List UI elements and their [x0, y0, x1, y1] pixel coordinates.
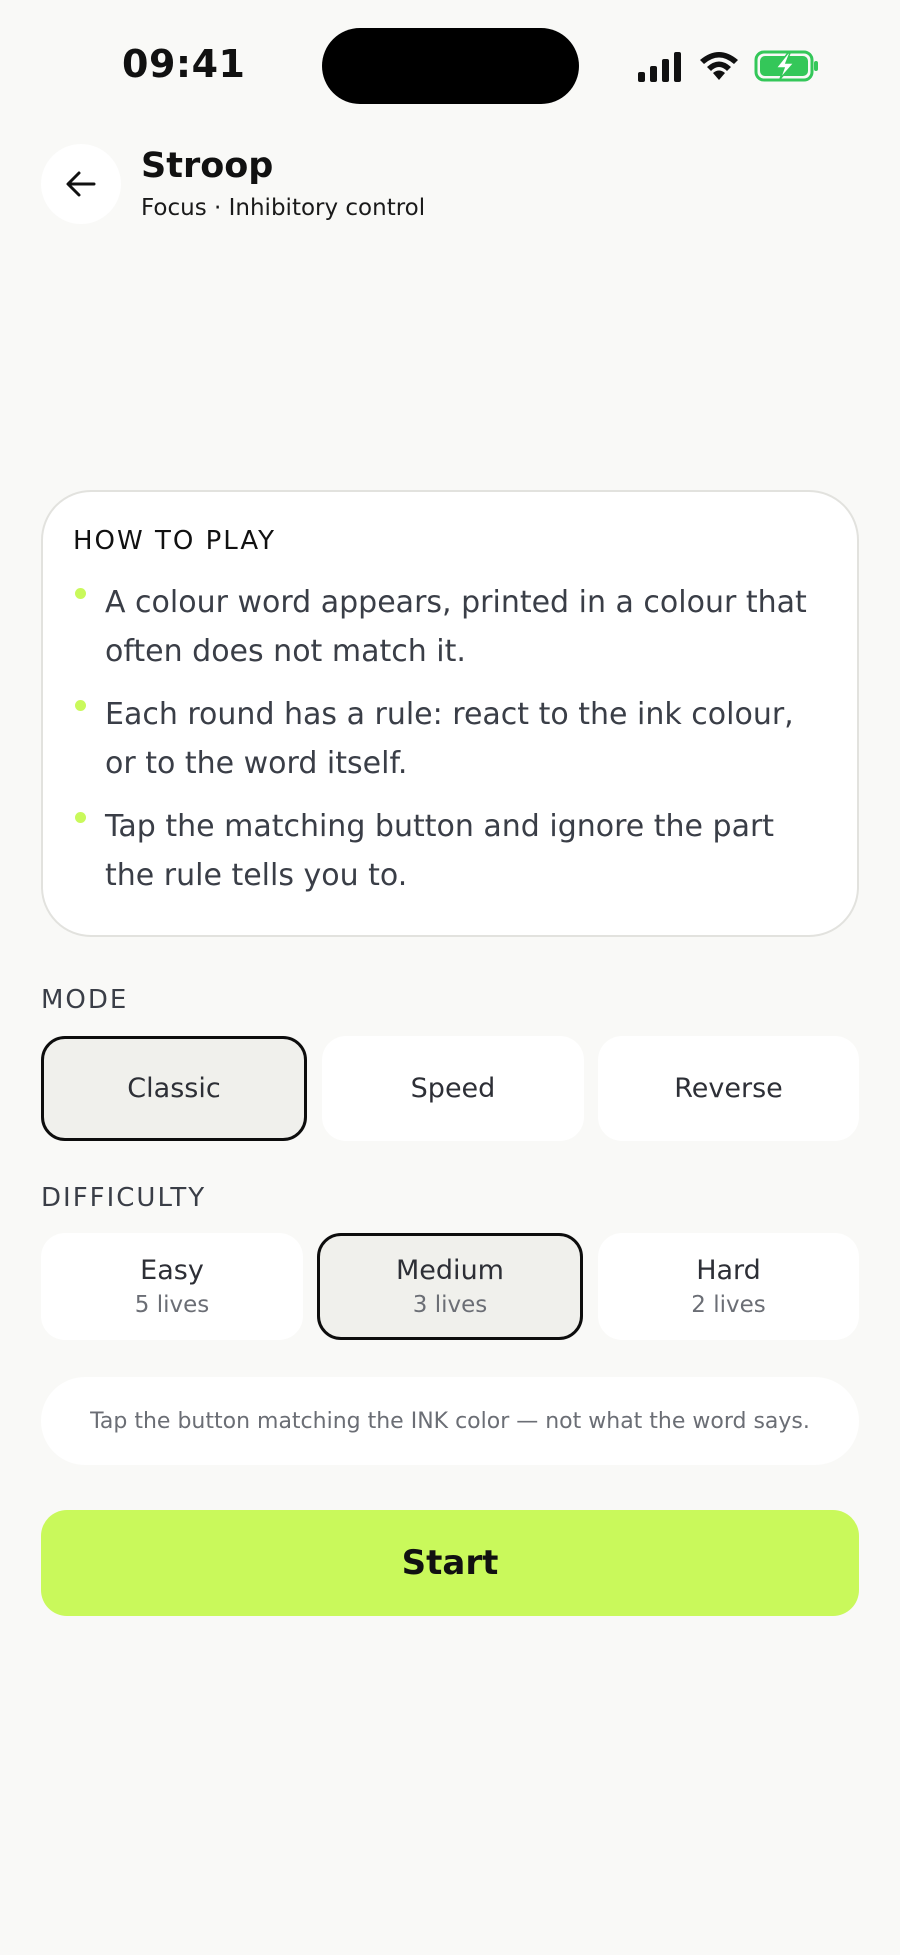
- mode-option-speed[interactable]: [322, 1036, 584, 1141]
- mode-option-reverse[interactable]: [598, 1036, 859, 1141]
- difficulty-option-label: Medium: [396, 1255, 504, 1286]
- status-bar: [0, 0, 900, 130]
- back-button[interactable]: [41, 144, 121, 224]
- rule-item: [73, 802, 829, 900]
- start-button[interactable]: Start: [41, 1510, 859, 1616]
- difficulty-option-lives: 5 lives: [134, 1292, 210, 1318]
- bullet-icon: [75, 700, 86, 711]
- difficulty-option-lives: 2 lives: [691, 1292, 766, 1318]
- dynamic-island: [322, 28, 579, 104]
- difficulty-option-label: Hard: [696, 1255, 761, 1286]
- arrow-left-icon: [64, 167, 98, 201]
- how-to-play-heading: HOW TO PLAY: [73, 526, 277, 556]
- mode-label: MODE: [41, 985, 129, 1015]
- how-to-play-card: [41, 490, 859, 937]
- status-time: 09:41: [122, 42, 246, 86]
- rule-text: Tap the matching button and ignore the part the rule tells you to.: [105, 809, 775, 893]
- difficulty-option-easy[interactable]: [41, 1233, 303, 1340]
- rule-item: [73, 690, 829, 788]
- rule-item: [73, 578, 829, 676]
- difficulty-option-label: Easy: [140, 1255, 204, 1286]
- signal-icon: [636, 52, 684, 82]
- mode-option-label: Speed: [410, 1073, 496, 1104]
- difficulty-option-hard[interactable]: [598, 1233, 859, 1340]
- rule-text: Each round has a rule: react to the ink colour, or to the word itself.: [105, 697, 794, 781]
- rule-text: A colour word appears, printed in a colour that often does not match it.: [105, 585, 807, 669]
- instruction-hint: Tap the button matching the INK color — not what the word says.: [41, 1377, 859, 1465]
- bullet-icon: [75, 812, 86, 823]
- difficulty-option-medium[interactable]: [317, 1233, 583, 1340]
- mode-option-classic[interactable]: [41, 1036, 307, 1141]
- difficulty-label: DIFFICULTY: [41, 1183, 207, 1213]
- wifi-icon: [698, 50, 740, 82]
- mode-option-label: Classic: [127, 1073, 221, 1104]
- difficulty-option-lives: 3 lives: [412, 1292, 488, 1318]
- bullet-icon: [75, 588, 86, 599]
- battery-charging-icon: [754, 50, 820, 82]
- mode-option-label: Reverse: [674, 1073, 783, 1104]
- page-subtitle: Focus · Inhibitory control: [141, 195, 426, 221]
- page-title: Stroop: [141, 146, 274, 186]
